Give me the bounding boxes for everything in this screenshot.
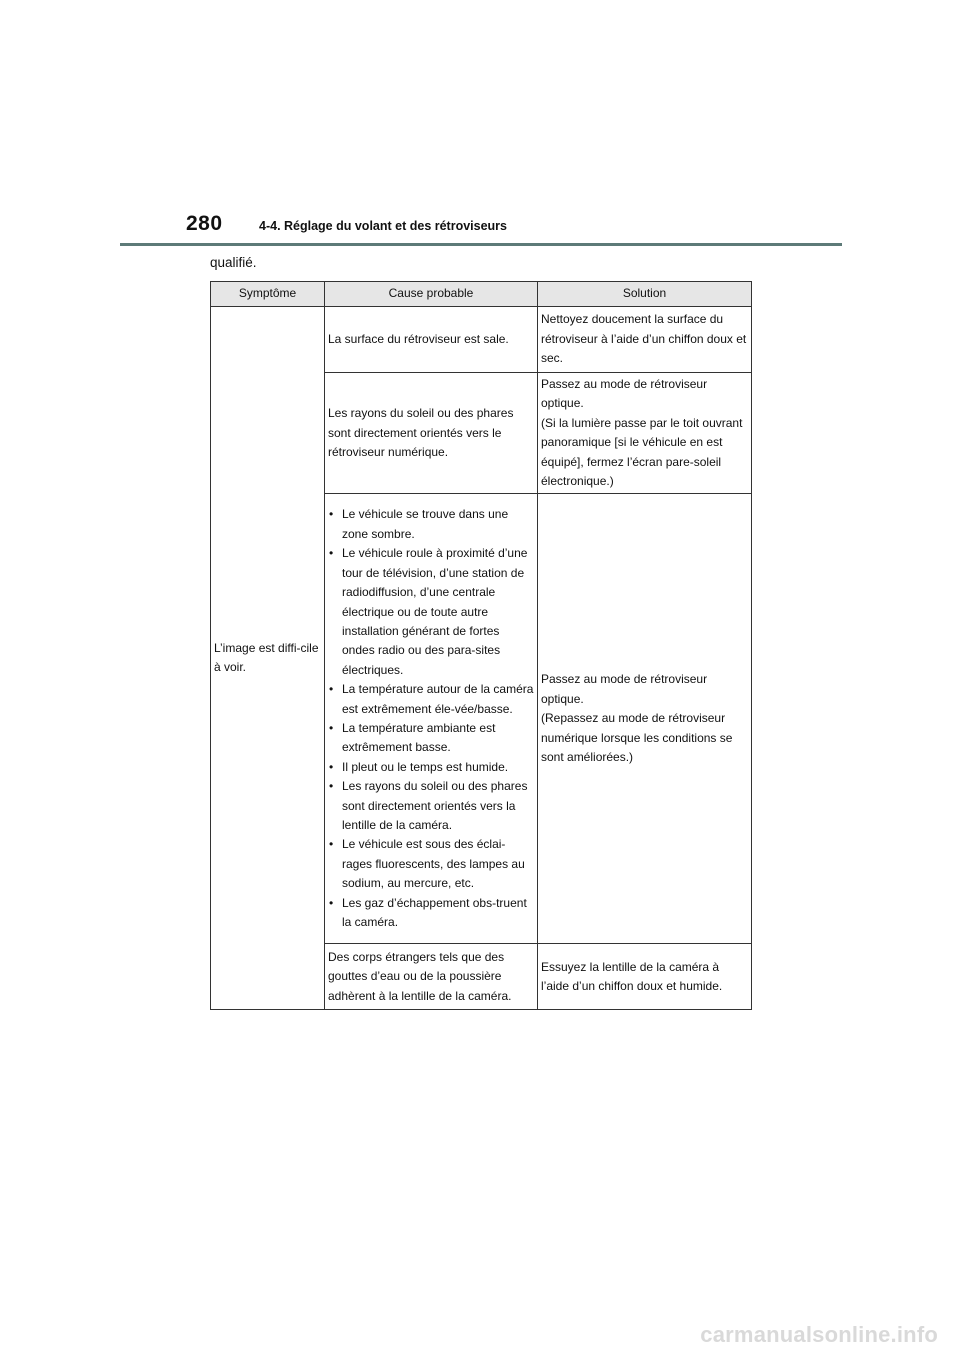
header-divider (120, 243, 842, 246)
symptom-cell: L’image est diffi-cile à voir. (211, 307, 325, 1010)
header-solution: Solution (538, 282, 752, 307)
header-cause: Cause probable (325, 282, 538, 307)
solution-cell (538, 373, 752, 494)
page-number: 280 (186, 212, 223, 235)
list-item: • Le véhicule roule à proximité d’une tour de télévision, d’une station de radiodiffusion, d’une centrale électrique ou de toute autre installation générant de fortes ondes radio ou des para-sites électriques. (328, 544, 534, 680)
watermark: carmanualsonline.info (700, 1322, 938, 1347)
section-title: 4-4. Réglage du volant et des rétroviseurs (259, 219, 507, 233)
cause-cell (325, 494, 538, 944)
cause-cell: Des corps étrangers tels que des gouttes d’eau ou de la poussière adhèrent à la lentille de la caméra. (325, 944, 538, 1010)
table-header-row (211, 282, 752, 307)
list-item: • La température autour de la caméra est extrêmement éle-vée/basse. (328, 680, 534, 719)
intro-text: qualifié. (210, 255, 257, 270)
cause-cell: La surface du rétroviseur est sale. (325, 307, 538, 373)
list-item: • Le véhicule se trouve dans une zone sombre. (328, 505, 534, 544)
solution-line: (Repassez au mode de rétroviseur numérique lorsque les conditions se sont améliorées.) (541, 711, 733, 765)
list-item: • Les gaz d’échappement obs-truent la caméra. (328, 894, 534, 933)
list-item: • Les rayons du soleil ou des phares sont directement orientés vers la lentille de la caméra. (328, 777, 534, 835)
list-item: • La température ambiante est extrêmement basse. (328, 719, 534, 758)
header-symptom: Symptôme (211, 282, 325, 307)
list-item: • Le véhicule est sous des éclai-rages fluorescents, des lampes au sodium, au mercure, etc. (328, 835, 534, 893)
table-row (211, 307, 752, 373)
solution-line: Passez au mode de rétroviseur optique. (541, 377, 708, 411)
troubleshooting-table (210, 281, 752, 1010)
solution-line: Passez au mode de rétroviseur optique. (541, 672, 708, 706)
solution-cell (538, 494, 752, 944)
solution-cell: Nettoyez doucement la surface du rétroviseur à l’aide d’un chiffon doux et sec. (538, 307, 752, 373)
cause-cell: Les rayons du soleil ou des phares sont directement orientés vers le rétroviseur numérique. (325, 373, 538, 494)
solution-cell: Essuyez la lentille de la caméra à l’aide d’un chiffon doux et humide. (538, 944, 752, 1010)
list-item: • Il pleut ou le temps est humide. (328, 758, 534, 777)
cause-list (328, 505, 534, 932)
solution-line: (Si la lumière passe par le toit ouvrant panoramique [si le véhicule en est équipé], fermez l’écran pare-soleil électronique.) (541, 415, 743, 489)
